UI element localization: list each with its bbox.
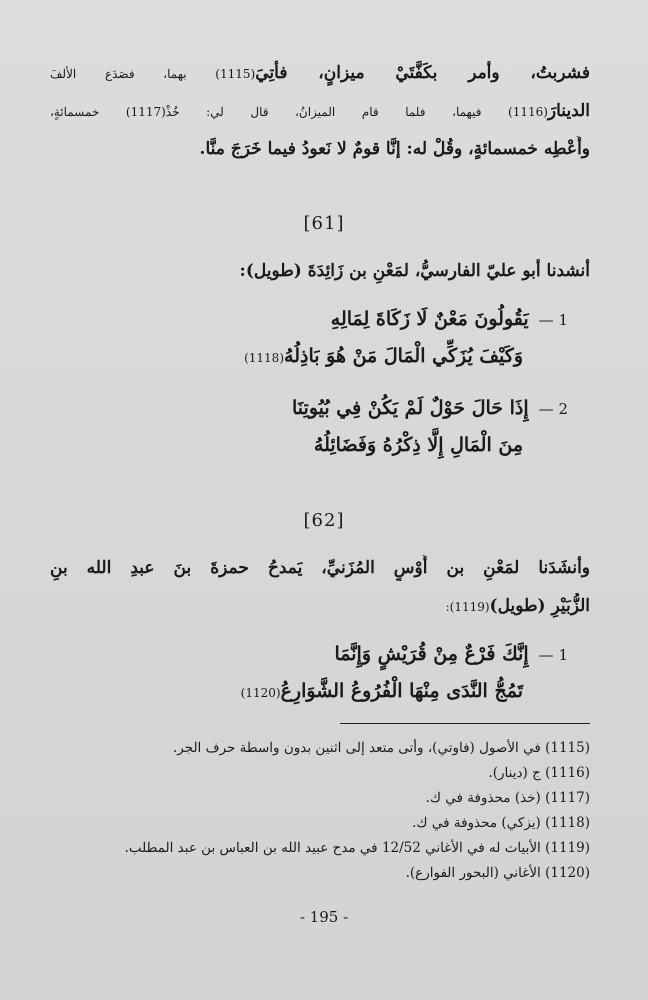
section-heading-62: [62] [303, 510, 345, 531]
verse-hemistich: يَقُولُونَ مَعْنٌ لَا زَكَاةَ لِمَالِهِ [330, 308, 529, 330]
footnote: (1119) الأبيات له في الأغاني 12/52 في مدح عبيد الله بن العباس بن عبد المطلب. [124, 840, 590, 856]
text-line [50, 98, 590, 125]
text-run: الدينارَ [547, 101, 590, 121]
footnote: (1116) ج (دينار). [488, 765, 590, 781]
footnote-divider [340, 723, 590, 724]
verse-hemistich: إِذَا حَالَ حَوْلٌ لَمْ يَكُنْ فِي بُيُوتِنَا [292, 397, 529, 419]
verse-number: 1 — [538, 311, 568, 329]
section-intro [50, 593, 590, 620]
page-number: - 195 - [299, 908, 349, 926]
text-line [50, 60, 590, 87]
verse-line [50, 431, 523, 459]
footnote-ref-1115: (1115) بهما، فصَدَع الألفَ [50, 67, 256, 81]
verse-line [50, 677, 523, 707]
footnote-ref-1120: (1120) [240, 686, 281, 700]
verse-line [50, 342, 523, 372]
footnote: (1118) (يزكي) محذوفة في ك. [412, 815, 590, 831]
text-run: فشربتُ، وأمر بكَفَّتَيْ ميزانٍ، فأُتِيَ [255, 63, 590, 83]
verse-hemistich: إِنَّكَ فَرْعٌ مِنْ قُرَيْشٍ وَإِنَّمَا [334, 643, 529, 665]
verse-line [50, 640, 568, 669]
verse-number: 1 — [538, 646, 568, 664]
footnote-ref-1118: (1118) [244, 351, 285, 365]
footnote-ref-1116: (1116) فيهما، فلما قام الميزانُ، قال لي: خُذْ [165, 105, 548, 119]
verse-hemistich: مِنَ الْمَالِ إِلَّا ذِكْرُهُ وَفَضَائِلُهُ [313, 434, 523, 456]
text-line [50, 136, 590, 162]
footnote: (1117) (خذ) محذوفة في ك. [425, 790, 590, 806]
footnote-ref-1119: (1119): [445, 600, 490, 614]
verse-hemistich: تَمُجُّ النَّدَى مِنْهَا الْفُرُوعُ الشَّوَارِعُ [280, 680, 523, 702]
verse-line [50, 394, 568, 423]
section-intro: وأنشَدَنا لمَعْنِ بن أَوْسٍ المُزَنيِّ، يَمدحُ حمزةَ بنَ عبدِ الله بنِ [50, 558, 590, 578]
footnote: (1115) في الأصول (فاوتي)، وأتى متعد إلى اثنين بدون واسطة حرف الجر. [172, 740, 590, 756]
verse-number: 2 — [538, 400, 568, 418]
section-heading-61: [61] [303, 213, 345, 234]
verse-line [50, 305, 568, 334]
text-run: الزُّبَيْرِ (طويل) [489, 596, 590, 616]
text-run: وأَعْطِه خمسمائةٍ، وقُلْ له: إنَّا قومٌ لا نَعودُ فيما خَرَجَ منَّا. [199, 139, 590, 159]
verse-hemistich: وَكَيْفَ يُزَكِّي الْمَالَ مَنْ هُوَ بَاذِلُهُ [284, 345, 523, 367]
footnote: (1120) الأغاني (البحور الفوارع). [405, 865, 590, 881]
footnote-ref-1117: (1117) خمسمائةٍ، [50, 105, 166, 119]
section-intro: أنشدنا أبو عليّ الفارسيُّ، لمَعْنِ بن زَائِدَةَ (طويل): [239, 261, 590, 281]
